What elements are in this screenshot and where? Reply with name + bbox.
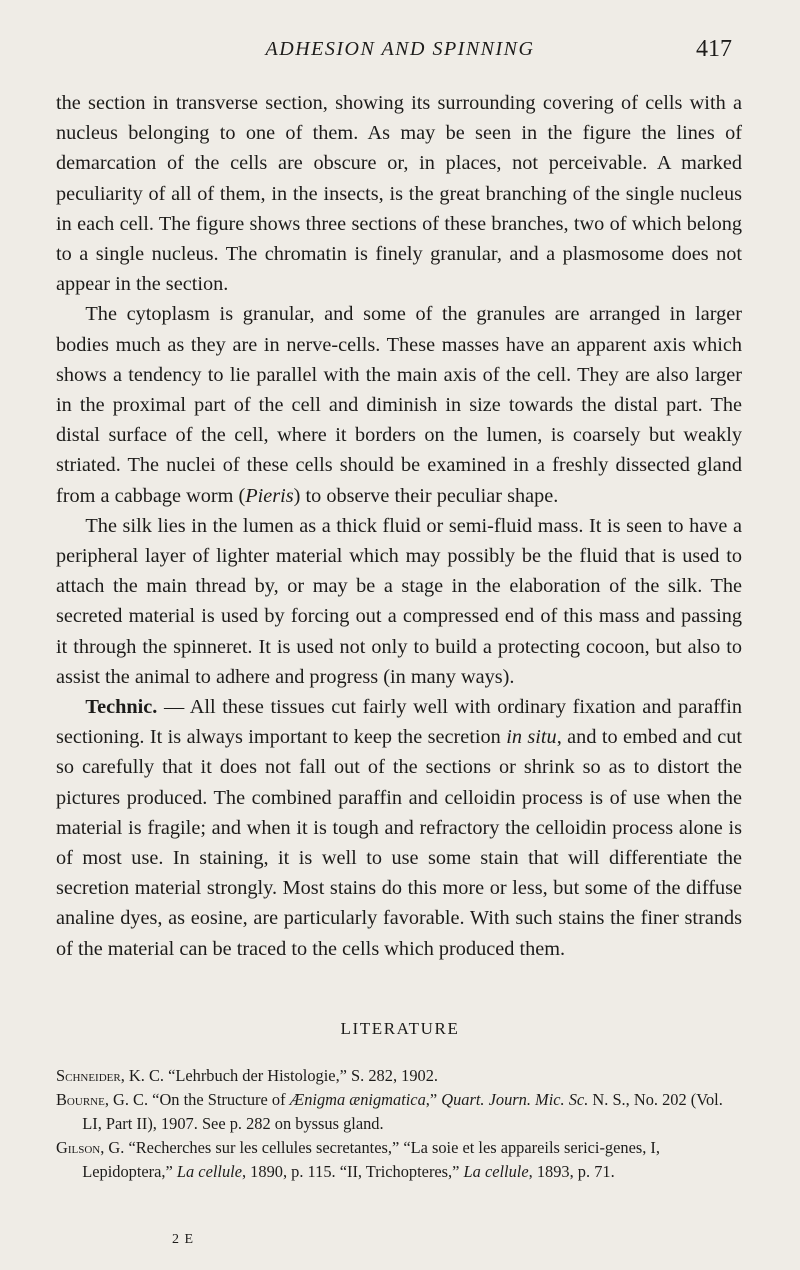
reference-author: Bourne, G. C. xyxy=(56,1090,149,1109)
paragraph-2-text-before: The cytoplasm is granular, and some of the granules are arranged in larger bodies much as they are in nerve-cells. These masses have an apparent axis which shows a tendency to lie parallel with the main axis of the cell. They are also larger in the proximal part of the cell and diminish in size towards the distal part. The distal surface of the cell, where it borders on the lumen, is coarsely but weakly striated. The nuclei of these cells should be examined in a freshly dissected gland from a cabbage worm ( xyxy=(56,303,742,507)
reference-text: “Recherches sur les cellules secretantes,” “La soie et les appareils serici-genes, I, Lepidoptera,” xyxy=(82,1138,660,1181)
reference-author: Schneider, K. C. xyxy=(56,1066,164,1085)
reference-text: ,” xyxy=(425,1090,442,1109)
paragraph-3-text: The silk lies in the lumen as a thick fluid or semi-fluid mass. It is seen to have a peripheral layer of lighter material which may possibly be the fluid that is used to attach the main thread by, or may be a stage in the elaboration of the silk. The secreted material is used by forcing out a compressed end of this mass and passing it through the spinneret. It is used not only to build a protecting cocoon, but also to assist the animal to adhere and progress (in many ways). xyxy=(56,514,742,688)
literature-heading: LITERATURE xyxy=(340,1019,460,1038)
paragraph-4-italic-in-situ: in situ xyxy=(506,726,557,749)
paragraph-1-text: the section in transverse section, showing its surrounding covering of cells with a nucleus belonging to one of them. As may be seen in the figure the lines of demarcation of the cells are obscure or, in places, not perceivable. A marked peculiarity of all of them, in the insects, is the great branching of the single nucleus in each cell. The figure shows three sections of these branches, two of which belong to a single nucleus. The chromatin is finely granular, and a plasmosome does not appear in the section. xyxy=(56,92,742,296)
signature-mark: 2 E xyxy=(172,1232,195,1247)
reference-author: Gilson, G. xyxy=(56,1138,125,1157)
reference-item xyxy=(56,1064,742,1088)
paragraph-2-text-after: ) to observe their peculiar shape. xyxy=(293,484,559,507)
reference-text: N. S., No. 202 (Vol. LI, Part II), 1907. See p. 282 on byssus gland. xyxy=(82,1090,723,1133)
paragraph-4-text-before: — All these tissues cut fairly well with ordinary fixation and paraffin sectioning. It is always important to keep the secretion xyxy=(56,696,742,749)
page-number: 417 xyxy=(696,36,732,62)
reference-item xyxy=(56,1136,742,1184)
technic-run-in-heading: Technic. xyxy=(85,696,158,719)
paragraph-4 xyxy=(56,692,742,964)
reference-text: , 1893, p. 71. xyxy=(528,1162,615,1181)
reference-italic-journal: Quart. Journ. Mic. Sc. xyxy=(441,1090,589,1109)
reference-text: “On the Structure of xyxy=(148,1090,290,1109)
reference-italic-journal: La cellule xyxy=(463,1162,529,1181)
running-head-title: ADHESION AND SPINNING xyxy=(265,38,535,60)
paragraph-4-text-after: , and to embed and cut so carefully that it does not fall out of the sections or shrink so as to distort the pictures produced. The combined paraffin and celloidin process is of use when the material is fragile; and when it is tough and refractory the celloidin process alone is of most use. In staining, it is well to use some stain that will differentiate the secretion material strongly. Most stains do this more or less, but some of the diffuse analine dyes, as eosine, are particularly favorable. With such stains the finer strands of the material can be traced to the cells which produced them. xyxy=(56,726,742,960)
reference-text: “Lehrbuch der Histologie,” S. 282, 1902. xyxy=(163,1066,439,1085)
paragraph-2 xyxy=(56,299,742,510)
paragraph-3 xyxy=(56,511,742,692)
paragraph-2-italic-genus: Pieris xyxy=(245,484,294,507)
reference-text: , 1890, p. 115. “II, Trichopteres,” xyxy=(241,1162,464,1181)
running-head xyxy=(0,36,800,66)
body-text xyxy=(56,88,742,964)
reference-italic-journal: La cellule xyxy=(176,1162,242,1181)
reference-italic-title: Ænigma ænigmatica xyxy=(289,1090,426,1109)
reference-item xyxy=(56,1088,742,1136)
reference-list xyxy=(56,1064,742,1184)
paragraph-1 xyxy=(56,88,742,299)
